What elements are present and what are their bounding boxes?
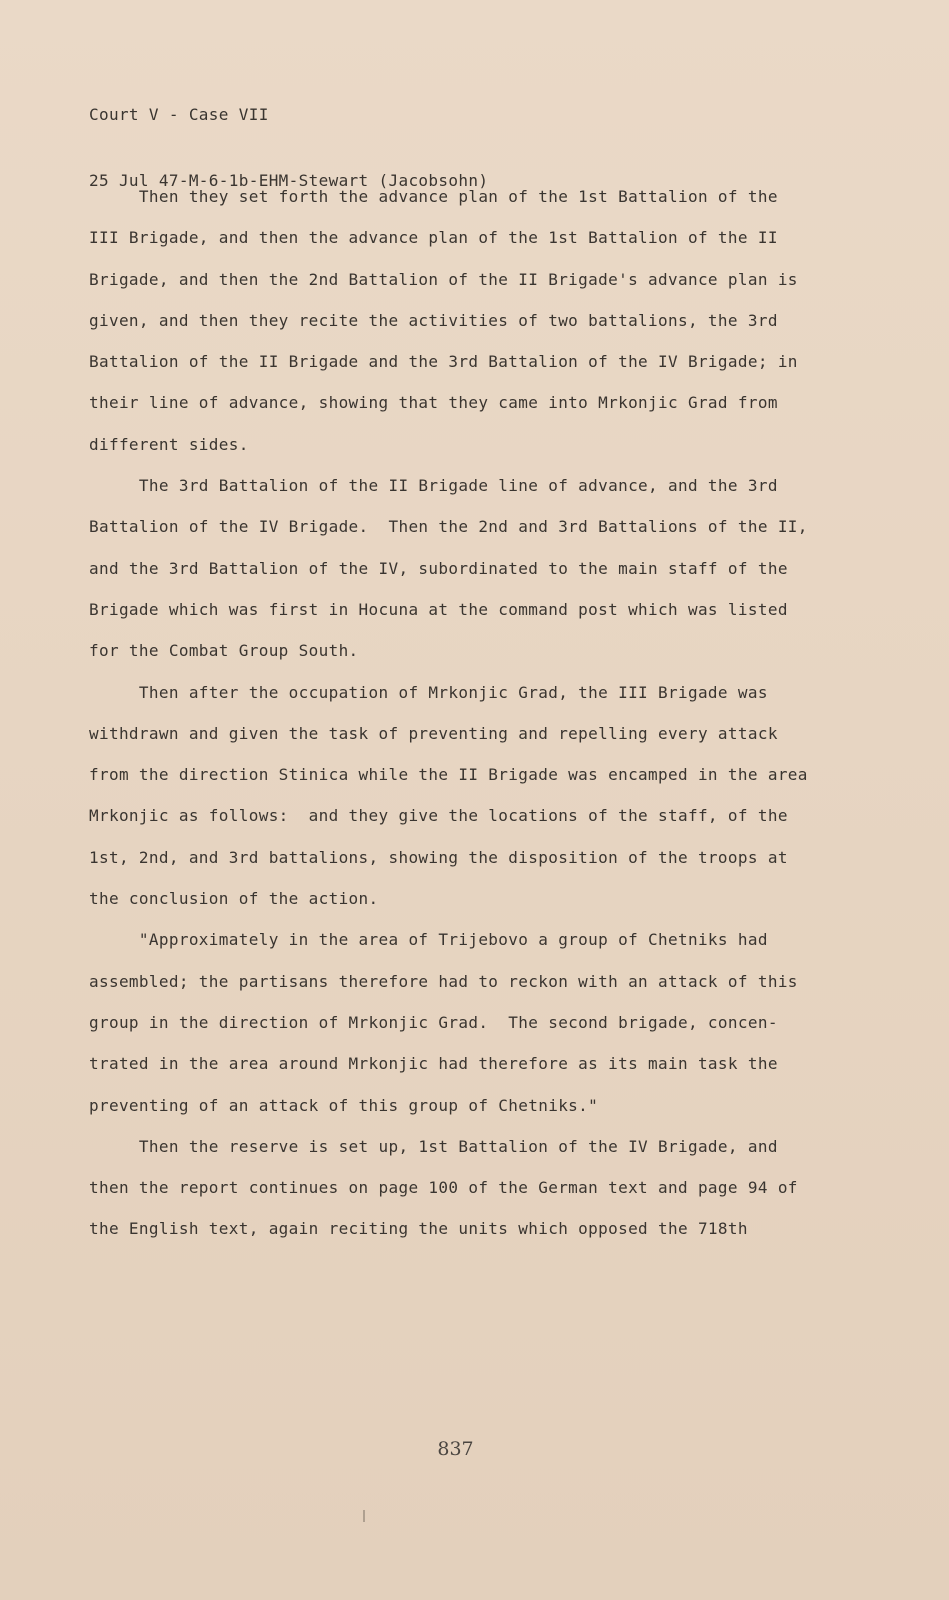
text-line: trated in the area around Mrkonjic had therefore as its main task the <box>89 1054 778 1074</box>
text-line: assembled; the partisans therefore had to reckon with an attack of this <box>89 971 798 991</box>
text-line: from the direction Stinica while the II Brigade was encamped in the area <box>89 765 808 785</box>
header-court-case: Court V - Case VII <box>89 105 269 124</box>
text-line: The 3rd Battalion of the II Brigade line of advance, and the 3rd <box>89 476 778 496</box>
text-line: and the 3rd Battalion of the IV, subordinated to the main staff of the <box>89 558 788 578</box>
text-line: 1st, 2nd, and 3rd battalions, showing the disposition of the troops at <box>89 847 788 867</box>
text-line: group in the direction of Mrkonjic Grad. The second brigade, concen- <box>89 1012 778 1032</box>
text-line: different sides. <box>89 434 249 454</box>
paper-mark <box>363 1510 365 1522</box>
text-line: their line of advance, showing that they came into Mrkonjic Grad from <box>89 393 778 413</box>
text-line: withdrawn and given the task of preventing and repelling every attack <box>89 723 778 743</box>
text-line: "Approximately in the area of Trijebovo a group of Chetniks had <box>89 930 768 950</box>
text-line: then the report continues on page 100 of the German text and page 94 of <box>89 1178 798 1198</box>
text-line: the English text, again reciting the units which opposed the 718th <box>89 1219 748 1239</box>
text-line: Then after the occupation of Mrkonjic Grad, the III Brigade was <box>89 682 768 702</box>
text-line: given, and then they recite the activities of two battalions, the 3rd <box>89 310 778 330</box>
text-line: III Brigade, and then the advance plan of the 1st Battalion of the II <box>89 228 778 248</box>
text-line: Battalion of the IV Brigade. Then the 2nd and 3rd Battalions of the II, <box>89 517 808 537</box>
body-text <box>89 176 849 1250</box>
page-number: 837 <box>437 1438 474 1460</box>
text-line: preventing of an attack of this group of Chetniks." <box>89 1095 599 1115</box>
text-line: Then they set forth the advance plan of the 1st Battalion of the <box>89 187 778 206</box>
text-line: for the Combat Group South. <box>89 641 359 661</box>
text-line: Brigade which was first in Hocuna at the command post which was listed <box>89 599 788 619</box>
header-reference: 25 Jul 47-M-6-1b-EHM-Stewart (Jacobsohn) <box>89 171 489 190</box>
text-line: Battalion of the II Brigade and the 3rd Battalion of the IV Brigade; in <box>89 352 798 372</box>
text-line: Brigade, and then the 2nd Battalion of the II Brigade's advance plan is <box>89 269 798 289</box>
text-line: Then the reserve is set up, 1st Battalion of the IV Brigade, and <box>89 1136 778 1156</box>
text-line: the conclusion of the action. <box>89 889 379 909</box>
text-line: Mrkonjic as follows: and they give the locations of the staff, of the <box>89 806 788 826</box>
